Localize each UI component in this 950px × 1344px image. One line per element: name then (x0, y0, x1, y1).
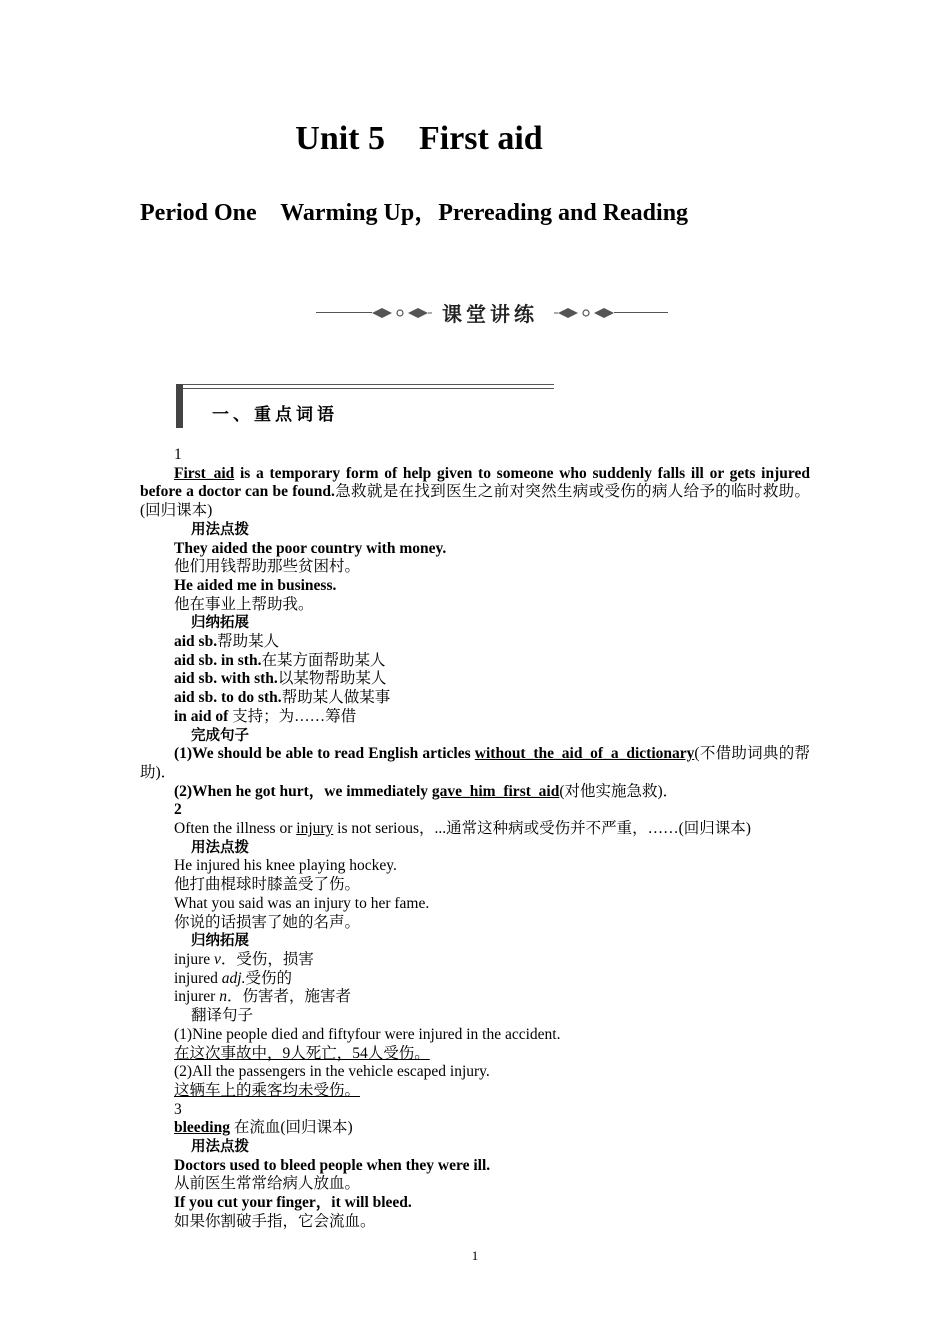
phrase-item: in aid of 支持；为……筹借 (174, 707, 357, 725)
word-form: injured adj.受伤的 (174, 969, 292, 987)
usage-heading: 用法点拨 (191, 521, 249, 538)
item-sentence: First_aid is a temporary form of help given to someone who suddenly falls ill or gets injured before a doctor can be found.急救就是在找到医生之前对突然生病或受伤的病人给予的临时救助。(回归课本) (140, 464, 810, 520)
example-cn: 他打曲棍球时膝盖受了伤。 (174, 876, 361, 894)
example-en: What you said was an injury to her fame. (174, 894, 430, 912)
word-form: injure v．受伤，损害 (174, 950, 314, 968)
key-term: bleeding (174, 1119, 230, 1137)
usage-heading: 用法点拨 (191, 1139, 249, 1156)
example-en: If you cut your finger，it will bleed. (174, 1194, 412, 1212)
period-subtitle: Period One Warming Up，Prereading and Reading (140, 200, 689, 226)
translate-answer: 在这次事故中，9人死亡，54人受伤。 (174, 1044, 430, 1062)
document-body (140, 446, 810, 1232)
key-term: injury (296, 820, 334, 838)
section-header (176, 384, 554, 428)
ornament-right-icon (554, 305, 614, 321)
example-en: Doctors used to bleed people when they were ill. (174, 1156, 491, 1174)
item-sentence: bleeding 在流血(回归课本) (174, 1119, 353, 1137)
example-cn: 如果你割破手指，它会流血。 (174, 1212, 376, 1230)
translate-heading: 翻译句子 (191, 1007, 254, 1025)
page-number: 1 (471, 1248, 479, 1263)
example-en: He injured his knee playing hockey. (174, 857, 397, 875)
section-title: 一、重点词语 (212, 405, 338, 425)
word-form: injurer n．伤害者，施害者 (174, 988, 351, 1006)
extension-heading: 归纳拓展 (191, 615, 249, 632)
item-number: 3 (174, 1100, 182, 1118)
example-cn: 他在事业上帮助我。 (174, 595, 314, 613)
item-number: 2 (174, 801, 182, 819)
example-cn: 你说的话损害了她的名声。 (174, 913, 361, 931)
page-title: Unit 5 First aid (295, 120, 543, 157)
exercise-sentence: (2)When he got hurt，we immediately gave_him_first_aid(对他实施急救)． (174, 782, 679, 800)
phrase-item: aid sb. in sth.在某方面帮助某人 (174, 651, 386, 669)
answer-blank: without_the_aid_of_a_dictionary (474, 745, 695, 763)
usage-heading: 用法点拨 (191, 839, 249, 856)
translate-answer: 这辆车上的乘客均未受伤。 (174, 1081, 361, 1099)
ornament-left-icon (372, 305, 432, 321)
example-en: He aided me in business. (174, 576, 337, 594)
item-sentence: Often the illness or injury is not serious，...通常这种病或受伤并不严重，……(回归课本) (174, 820, 751, 838)
extension-heading: 归纳拓展 (191, 933, 249, 950)
translate-sentence: (1)Nine people died and fiftyfour were injured in the accident. (174, 1025, 561, 1043)
example-cn: 他们用钱帮助那些贫困村。 (174, 558, 361, 576)
exercise-sentence: (1)We should be able to read English articles without_the_aid_of_a_dictionary(不借助词典的帮助)． (140, 745, 810, 781)
key-term: First_aid (174, 464, 235, 482)
phrase-item: aid sb. to do sth.帮助某人做某事 (174, 689, 391, 707)
banner-label: 课堂讲练 (442, 302, 538, 326)
phrase-item: aid sb. with sth.以某物帮助某人 (174, 670, 387, 688)
phrase-item: aid sb.帮助某人 (174, 633, 280, 651)
complete-sentence-heading: 完成句子 (191, 727, 249, 744)
classroom-banner (316, 296, 668, 330)
item-number: 1 (174, 446, 182, 463)
example-cn: 从前医生常常给病人放血。 (174, 1175, 361, 1193)
translate-sentence: (2)All the passengers in the vehicle escaped injury. (174, 1063, 490, 1081)
answer-blank: gave_him_first_aid (431, 782, 560, 800)
example-en: They aided the poor country with money. (174, 539, 447, 557)
